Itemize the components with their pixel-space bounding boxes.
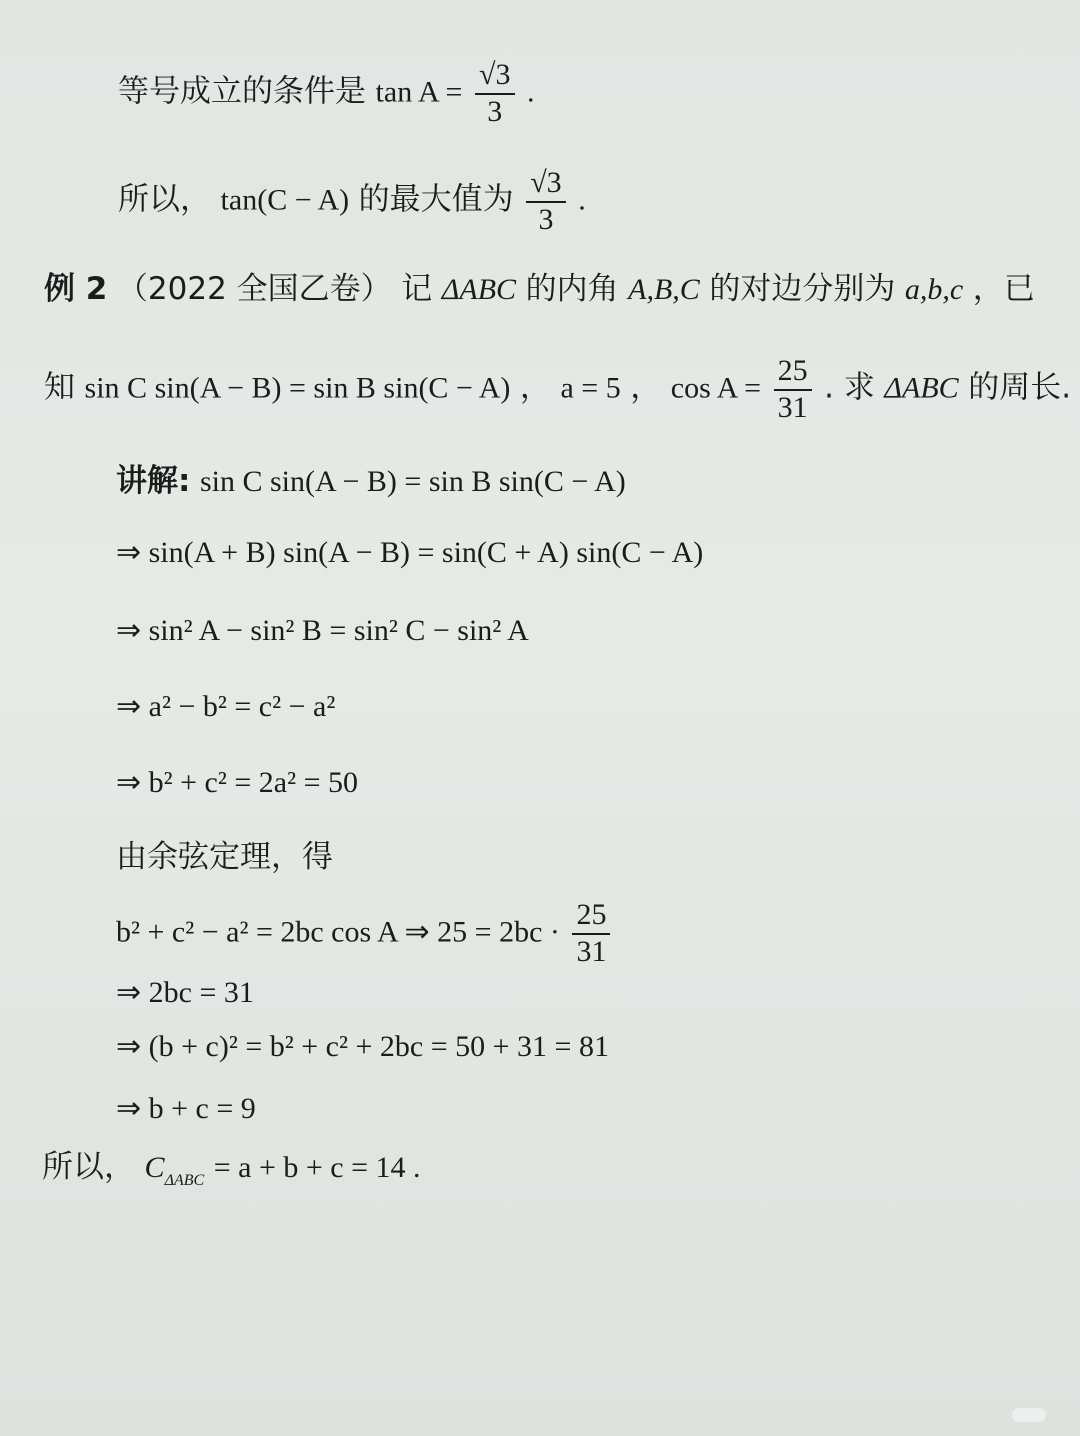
final-answer-prefix: 所以，: [42, 1149, 135, 1185]
max-value-fraction: [526, 166, 565, 237]
triangle-symbol: ΔABC: [441, 273, 517, 306]
equality-condition-math: tan A =: [375, 75, 463, 109]
given-text: 知: [44, 369, 75, 406]
fraction-numerator: 25: [572, 898, 610, 935]
solution-line-3: ⇒ sin² A − sin² B = sin² C − sin² A: [116, 614, 529, 647]
solution-equation: b² + c² − a² = 2bc cos A ⇒ 25 = 2bc ·: [116, 915, 560, 949]
fraction-denominator: 3: [538, 202, 554, 236]
example-source: （2022 全国乙卷）: [116, 271, 392, 307]
given-conditions-line: [44, 354, 1071, 425]
period: .: [578, 183, 586, 217]
period: .: [527, 75, 535, 109]
solution-line-1: [116, 463, 626, 499]
fraction-numerator: 25: [774, 354, 812, 391]
given-text: . 求: [824, 369, 875, 406]
solution-line-8: ⇒ (b + c)² = b² + c² + 2bc = 50 + 31 = 81: [116, 1030, 609, 1063]
example-2-statement-line: [44, 271, 1035, 307]
triangle-symbol: ΔABC: [884, 371, 959, 405]
max-value-text: 的最大值为: [358, 181, 514, 218]
given-equation: sin C sin(A − B) = sin B sin(C − A): [84, 371, 511, 405]
final-answer-line: [42, 1149, 421, 1189]
perimeter-letter: C: [144, 1151, 165, 1184]
law-of-cosines-text: 由余弦定理，得: [116, 839, 333, 875]
equality-condition-fraction: [475, 58, 514, 129]
perimeter-subscript: ΔABC: [164, 1172, 205, 1189]
perimeter-symbol: [144, 1151, 205, 1189]
max-value-line: [118, 166, 586, 237]
separator: ，: [630, 369, 662, 406]
fraction-numerator: √3: [526, 166, 565, 203]
fraction-denominator: 31: [777, 390, 808, 424]
given-text: 的周长.: [968, 369, 1072, 406]
example-text: 的对边分别为: [709, 271, 896, 307]
final-answer-math: = a + b + c = 14 .: [213, 1151, 421, 1184]
fraction-numerator: √3: [475, 58, 514, 95]
sides-symbol: a,b,c: [904, 273, 964, 306]
solution-fraction: [572, 898, 610, 969]
example-label: 例 2: [44, 271, 108, 307]
fraction-denominator: 3: [487, 94, 503, 128]
fraction-denominator: 31: [576, 934, 607, 968]
solution-line-6: [116, 898, 613, 969]
watermark-logo: [1012, 1408, 1046, 1422]
separator: ，: [519, 369, 551, 406]
example-text: ，已: [972, 271, 1035, 307]
solution-line-7: ⇒ 2bc = 31: [116, 976, 254, 1009]
equality-condition-line: [118, 58, 535, 129]
solution-equation: sin C sin(A − B) = sin B sin(C − A): [199, 465, 626, 498]
angles-symbol: A,B,C: [628, 273, 700, 306]
solution-line-2: ⇒ sin(A + B) sin(A − B) = sin(C + A) sin(C − A): [116, 536, 704, 569]
max-value-math: tan(C − A): [220, 183, 350, 217]
equality-condition-text: 等号成立的条件是: [118, 73, 366, 110]
solution-line-4: ⇒ a² − b² = c² − a²: [116, 690, 336, 723]
example-text: 记: [401, 271, 433, 307]
solution-line-9: ⇒ b + c = 9: [116, 1092, 256, 1125]
given-cos-a: cos A =: [670, 371, 762, 405]
given-side-a: a = 5: [560, 371, 621, 405]
max-value-text-prefix: 所以，: [118, 181, 211, 218]
solution-label: 讲解:: [116, 463, 191, 499]
given-fraction: [774, 354, 812, 425]
solution-line-5: ⇒ b² + c² = 2a² = 50: [116, 766, 359, 799]
example-text: 的内角: [525, 271, 619, 307]
